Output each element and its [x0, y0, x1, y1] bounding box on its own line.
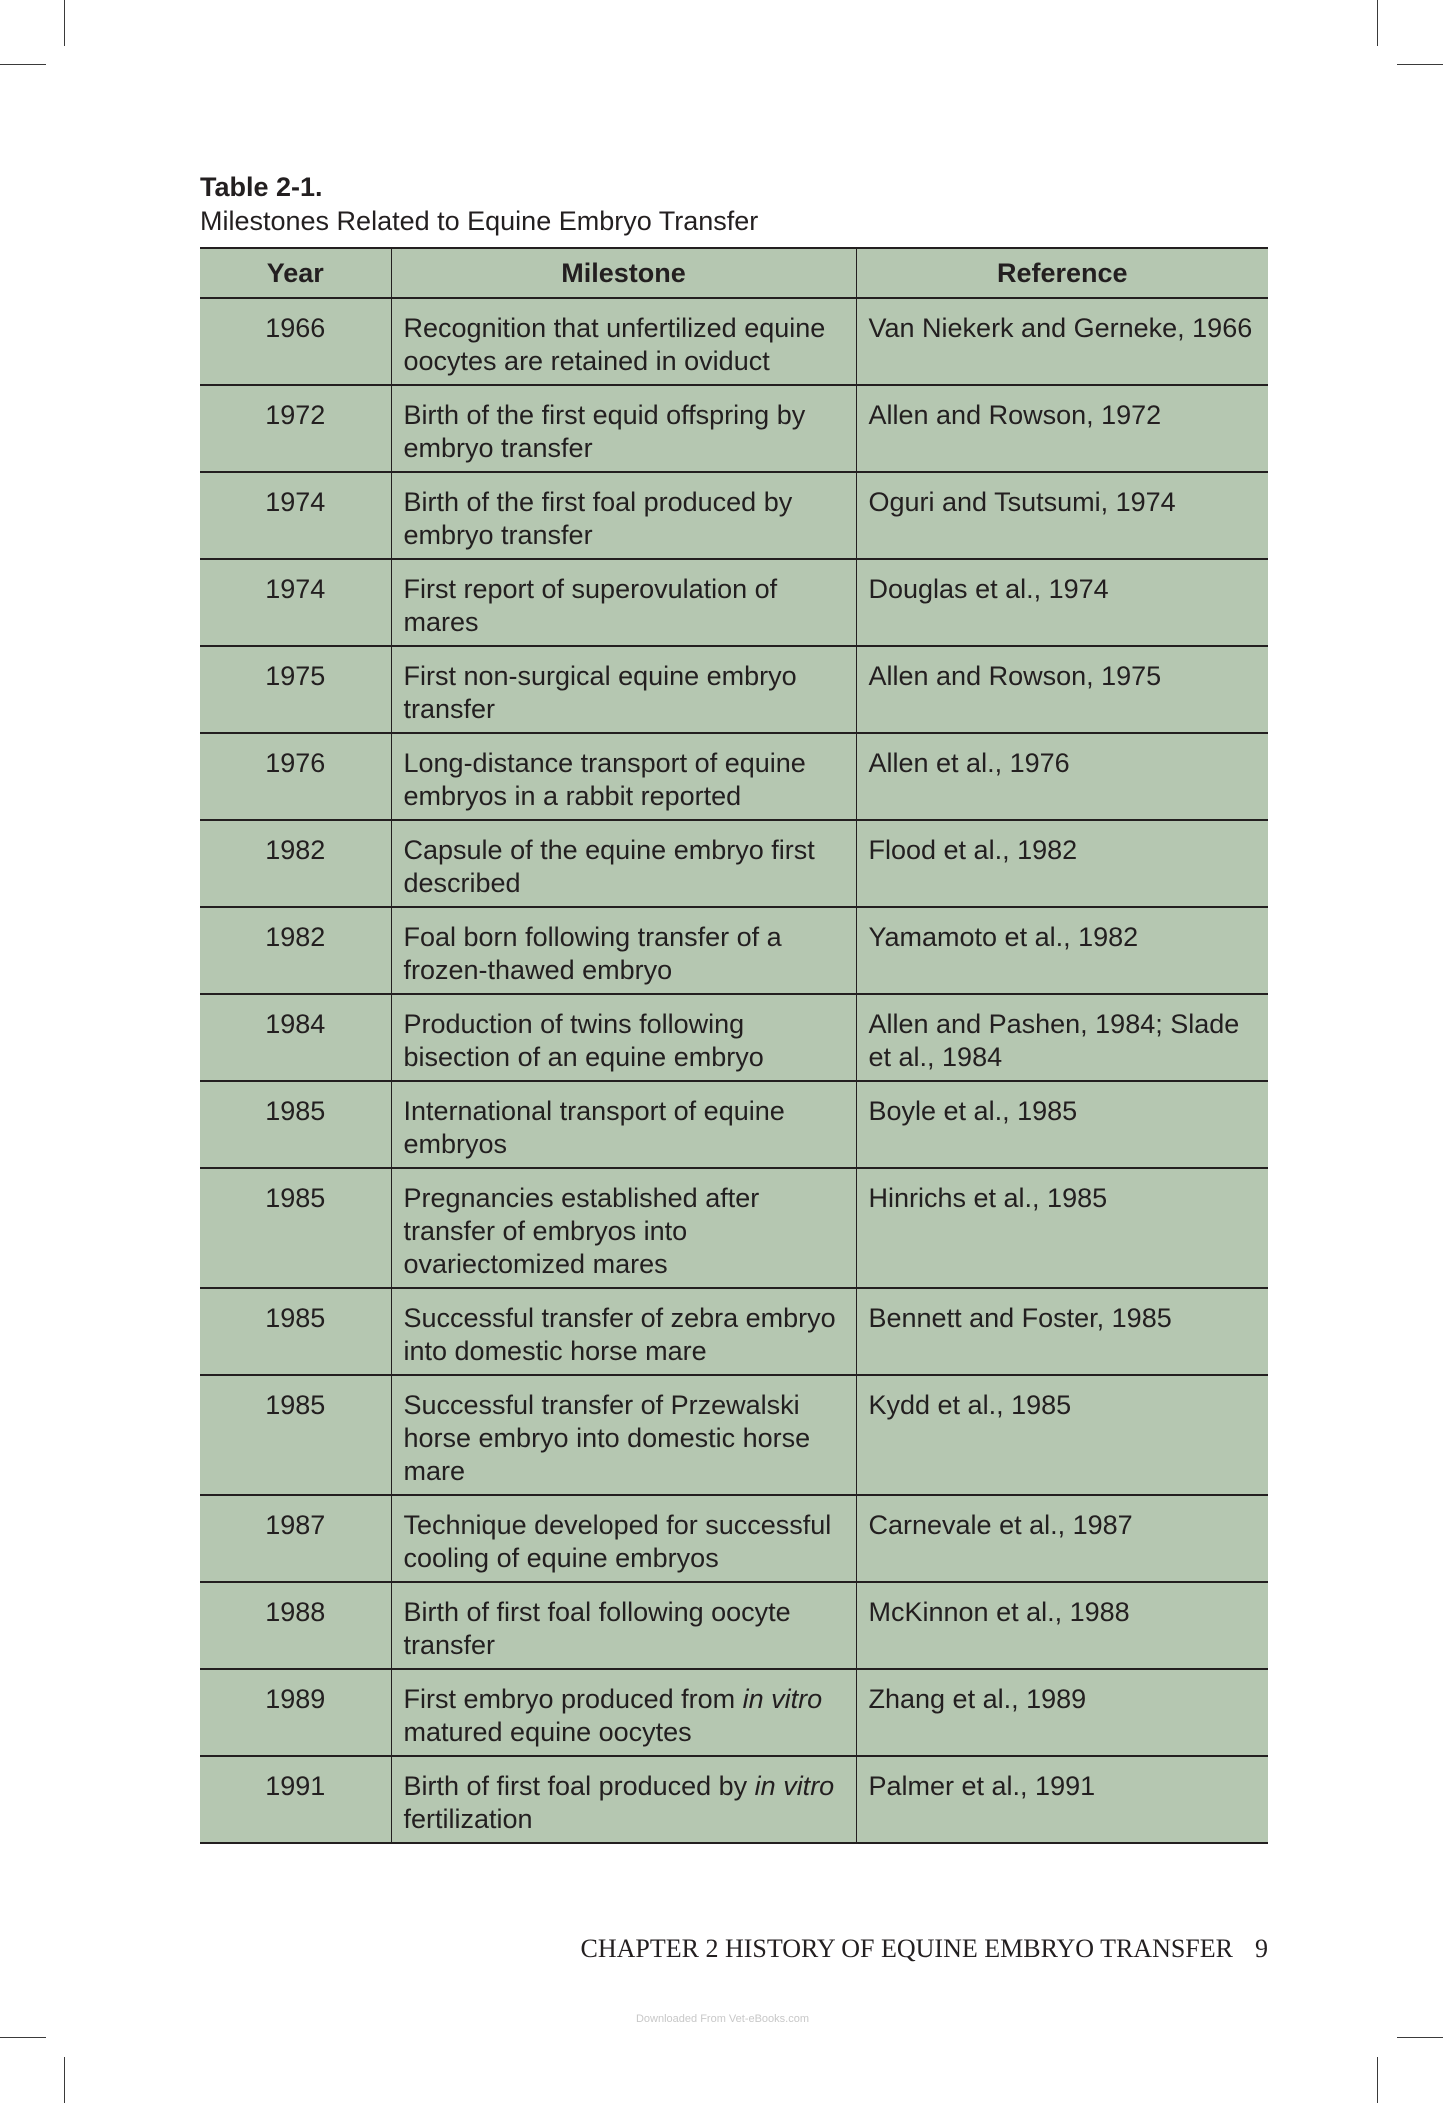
- table-row: [200, 1495, 1268, 1582]
- cell-reference: Oguri and Tsutsumi, 1974: [856, 472, 1268, 559]
- cell-year: 1972: [200, 385, 391, 472]
- crop-mark-top-right-horizontal: [1397, 64, 1443, 65]
- table-row: [200, 1756, 1268, 1843]
- cell-milestone: Birth of the first equid offspring by embryo transfer: [391, 385, 856, 472]
- cell-milestone: Successful transfer of Przewalski horse embryo into domestic horse mare: [391, 1375, 856, 1495]
- milestone-italic-text: in vitro: [754, 1771, 835, 1801]
- cell-year: 1982: [200, 907, 391, 994]
- cell-year: 1987: [200, 1495, 391, 1582]
- table-row: [200, 1582, 1268, 1669]
- crop-mark-bottom-left-vertical: [64, 2057, 65, 2103]
- crop-mark-top-left-horizontal: [0, 64, 46, 65]
- cell-year: 1985: [200, 1168, 391, 1288]
- cell-year: 1985: [200, 1288, 391, 1375]
- crop-mark-bottom-left-horizontal: [0, 2037, 46, 2038]
- cell-milestone: Foal born following transfer of a frozen-thawed embryo: [391, 907, 856, 994]
- table-row: [200, 994, 1268, 1081]
- table-label: Table 2-1.: [200, 172, 323, 202]
- milestones-table: [200, 247, 1268, 1844]
- cell-reference: Kydd et al., 1985: [856, 1375, 1268, 1495]
- cell-reference: Carnevale et al., 1987: [856, 1495, 1268, 1582]
- crop-mark-top-right-vertical: [1377, 0, 1378, 46]
- milestone-text: matured equine oocytes: [403, 1717, 692, 1747]
- cell-year: 1984: [200, 994, 391, 1081]
- table-row: [200, 298, 1268, 385]
- cell-milestone: First non-surgical equine embryo transfer: [391, 646, 856, 733]
- page-number: 9: [1255, 1934, 1268, 1963]
- milestone-italic-text: in vitro: [742, 1684, 823, 1714]
- cell-reference: Bennett and Foster, 1985: [856, 1288, 1268, 1375]
- cell-reference: McKinnon et al., 1988: [856, 1582, 1268, 1669]
- table-row: [200, 1288, 1268, 1375]
- table-row: [200, 733, 1268, 820]
- cell-year: 1974: [200, 472, 391, 559]
- table-row: [200, 472, 1268, 559]
- cell-year: 1988: [200, 1582, 391, 1669]
- crop-mark-top-left-vertical: [64, 0, 65, 46]
- cell-reference: Flood et al., 1982: [856, 820, 1268, 907]
- cell-reference: Allen et al., 1976: [856, 733, 1268, 820]
- table-block: [200, 170, 1268, 1844]
- cell-reference: Yamamoto et al., 1982: [856, 907, 1268, 994]
- cell-milestone: Capsule of the equine embryo first described: [391, 820, 856, 907]
- table-row: [200, 1168, 1268, 1288]
- cell-milestone: Production of twins following bisection of an equine embryo: [391, 994, 856, 1081]
- table-row: [200, 385, 1268, 472]
- cell-milestone: International transport of equine embryos: [391, 1081, 856, 1168]
- cell-reference: Van Niekerk and Gerneke, 1966: [856, 298, 1268, 385]
- cell-milestone: Birth of the first foal produced by embryo transfer: [391, 472, 856, 559]
- cell-milestone: Long-distance transport of equine embryos in a rabbit reported: [391, 733, 856, 820]
- crop-mark-bottom-right-horizontal: [1397, 2037, 1443, 2038]
- running-head: CHAPTER 2 HISTORY OF EQUINE EMBRYO TRANSFER: [580, 1934, 1233, 1963]
- running-footer: [580, 1934, 1268, 1964]
- cell-reference: Allen and Pashen, 1984; Slade et al., 1984: [856, 994, 1268, 1081]
- watermark-text: Downloaded From Vet-eBooks.com: [635, 2013, 810, 2025]
- cell-milestone: [391, 1756, 856, 1843]
- cell-reference: Allen and Rowson, 1975: [856, 646, 1268, 733]
- table-row: [200, 1081, 1268, 1168]
- cell-milestone: [391, 1669, 856, 1756]
- table-row: [200, 820, 1268, 907]
- cell-milestone: Successful transfer of zebra embryo into domestic horse mare: [391, 1288, 856, 1375]
- milestone-text: Birth of first foal produced by: [403, 1771, 755, 1801]
- table-row: [200, 1375, 1268, 1495]
- cell-milestone: Pregnancies established after transfer of embryos into ovariectomized mares: [391, 1168, 856, 1288]
- cell-year: 1982: [200, 820, 391, 907]
- cell-year: 1985: [200, 1081, 391, 1168]
- cell-reference: Zhang et al., 1989: [856, 1669, 1268, 1756]
- cell-year: 1974: [200, 559, 391, 646]
- cell-reference: Hinrichs et al., 1985: [856, 1168, 1268, 1288]
- column-header-reference: Reference: [856, 248, 1268, 298]
- milestone-text: First embryo produced from: [403, 1684, 743, 1714]
- column-header-milestone: Milestone: [391, 248, 856, 298]
- cell-year: 1975: [200, 646, 391, 733]
- cell-reference: Allen and Rowson, 1972: [856, 385, 1268, 472]
- cell-year: 1989: [200, 1669, 391, 1756]
- cell-reference: Palmer et al., 1991: [856, 1756, 1268, 1843]
- table-row: [200, 559, 1268, 646]
- cell-year: 1976: [200, 733, 391, 820]
- cell-milestone: Technique developed for successful cooling of equine embryos: [391, 1495, 856, 1582]
- table-row: [200, 907, 1268, 994]
- cell-reference: Boyle et al., 1985: [856, 1081, 1268, 1168]
- table-header-row: [200, 248, 1268, 298]
- column-header-year: Year: [200, 248, 391, 298]
- crop-mark-bottom-right-vertical: [1377, 2057, 1378, 2103]
- cell-year: 1985: [200, 1375, 391, 1495]
- table-body: [200, 298, 1268, 1843]
- cell-milestone: First report of superovulation of mares: [391, 559, 856, 646]
- cell-milestone: Birth of first foal following oocyte transfer: [391, 1582, 856, 1669]
- table-row: [200, 1669, 1268, 1756]
- table-caption: Milestones Related to Equine Embryo Transfer: [200, 206, 759, 236]
- milestone-text: fertilization: [403, 1804, 533, 1834]
- cell-year: 1966: [200, 298, 391, 385]
- cell-reference: Douglas et al., 1974: [856, 559, 1268, 646]
- cell-milestone: Recognition that unfertilized equine oocytes are retained in oviduct: [391, 298, 856, 385]
- table-row: [200, 646, 1268, 733]
- cell-year: 1991: [200, 1756, 391, 1843]
